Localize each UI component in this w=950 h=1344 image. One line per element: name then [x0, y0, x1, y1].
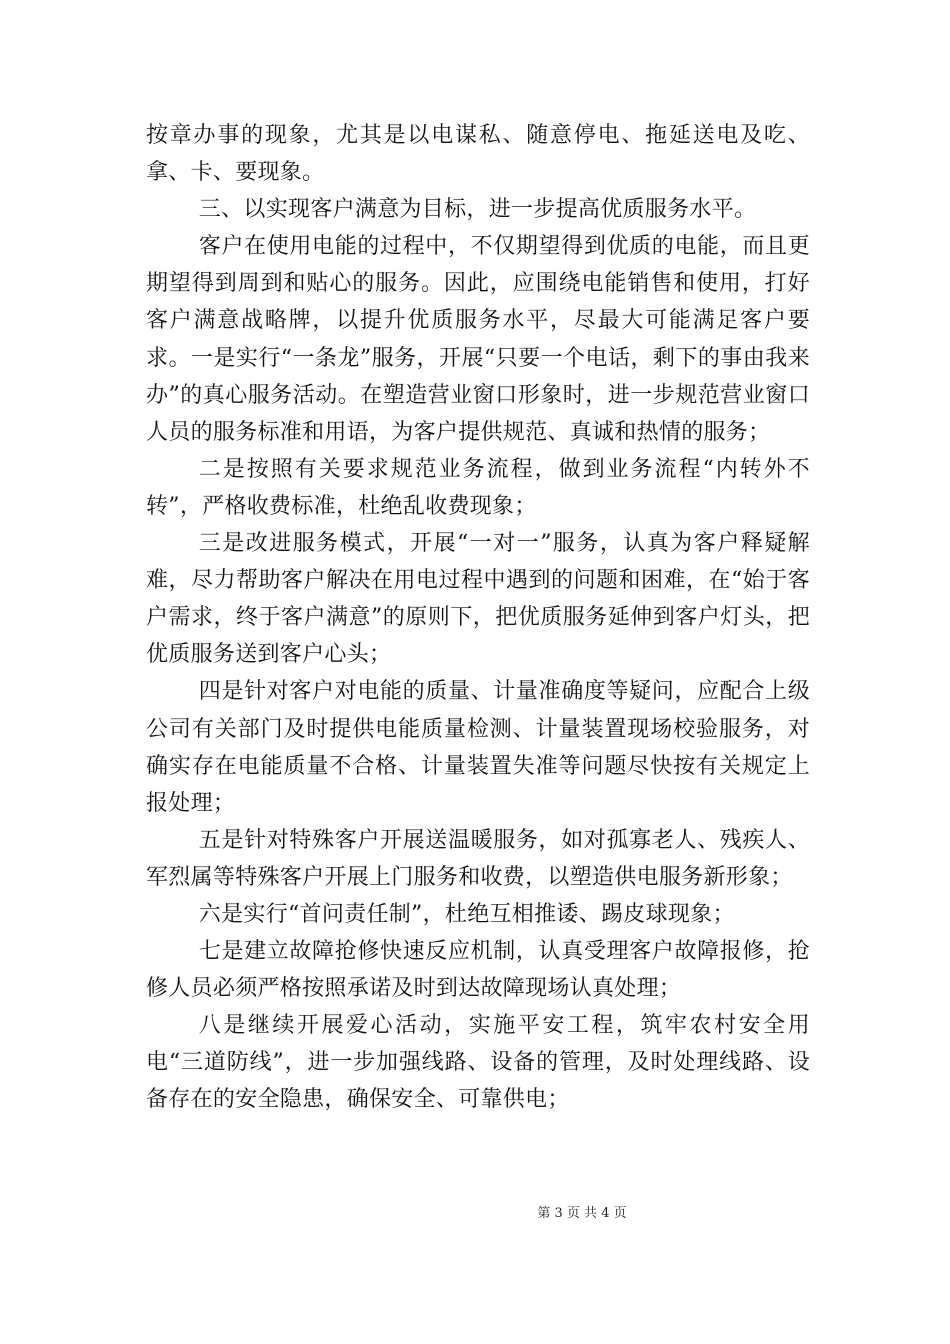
paragraph: 二是按照有关要求规范业务流程，做到业务流程“内转外不转”，严格收费标准，杜绝乱收费现象；: [146, 456, 810, 519]
paragraph: 六是实行“首问责任制”，杜绝互相推诿、踢皮球现象；: [198, 901, 735, 927]
paragraph: 五是针对特殊客户开展送温暖服务，如对孤寡老人、残疾人、军烈属等特殊客户开展上门服务和收费，以塑造供电服务新形象；: [146, 827, 810, 890]
paragraph: 八是继续开展爱心活动，实施平安工程，筑牢农村安全用电“三道防线”，进一步加强线路、设备的管理，及时处理线路、设备存在的安全隐患，确保安全、可靠供电；: [146, 1013, 810, 1113]
section-heading: 三、以实现客户满意为目标，进一步提高优质服务水平。: [198, 197, 757, 223]
paragraph: 三是改进服务模式，开展“一对一”服务，认真为客户释疑解难，尽力帮助客户解决在用电过程中遇到的问题和困难，在“始于客户需求，终于客户满意”的原则下，把优质服务延伸到客户灯头，把优质服务送到客户心头；: [146, 531, 810, 668]
page-number: 第 3 页 共 4 页: [537, 1206, 627, 1221]
paragraph: 按章办事的现象，尤其是以电谋私、随意停电、拖延送电及吃、拿、卡、要现象。: [146, 123, 810, 186]
paragraph: 七是建立故障抢修快速反应机制，认真受理客户故障报修，抢修人员必须严格按照承诺及时到达故障现场认真处理；: [146, 939, 810, 1002]
paragraph: 客户在使用电能的过程中，不仅期望得到优质的电能，而且更期望得到周到和贴心的服务。因此，应围绕电能销售和使用，打好客户满意战略牌，以提升优质服务水平，尽最大可能满足客户要求。一是实行“一条龙”服务，开展“只要一个电话，剩下的事由我来办”的真心服务活动。在塑造营业窗口形象时，进一步规范营业窗口人员的服务标准和用语，为客户提供规范、真诚和热情的服务；: [146, 234, 810, 445]
page-footer: [0, 1205, 950, 1223]
document-body: [146, 117, 810, 1119]
paragraph: 四是针对客户对电能的质量、计量准确度等疑问，应配合上级公司有关部门及时提供电能质量检测、计量装置现场校验服务，对确实存在电能质量不合格、计量装置失准等问题尽快按有关规定上报处理；: [146, 679, 810, 816]
